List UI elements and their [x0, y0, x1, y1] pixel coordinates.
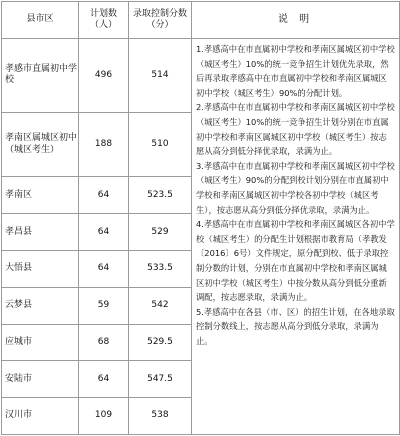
note-3: 3.孝感高中在市直属初中学校和孝南区属城区初中学校（城区考生）90%的分配到校计划分别在市直属初中学校和孝南区属城区初中学校各初中学校（城区考生），按志愿从高分到低分择优录取，录满为止。: [196, 160, 395, 215]
header-plan-line2: （人）: [89, 20, 117, 30]
admission-table-wrapper: [1, 1, 399, 435]
score-cell: 547.5: [129, 361, 192, 398]
score-cell: 533.5: [129, 251, 192, 288]
county-cell: 大悟县: [2, 251, 79, 288]
plan-cell: 64: [79, 177, 129, 214]
table-row: [2, 39, 400, 113]
county-cell: 孝南区: [2, 177, 79, 214]
plan-cell: 64: [79, 361, 129, 398]
county-cell: 安陆市: [2, 361, 79, 398]
score-cell: 529.5: [129, 324, 192, 361]
explanation-cell: [192, 39, 400, 435]
header-score-line2: （分）: [146, 20, 174, 30]
plan-cell: 64: [79, 214, 129, 251]
county-cell: 孝南区属城区初中（城区考生）: [2, 112, 79, 177]
header-explain: 说 明: [192, 2, 400, 39]
note-5: 5.孝感高中在各县（市、区）的招生计划，在各地录取控制分数线上，按志愿从高分到低分录取，录满为止。: [196, 306, 395, 346]
score-cell: 523.5: [129, 177, 192, 214]
plan-cell: 64: [79, 251, 129, 288]
score-cell: 542: [129, 287, 192, 324]
plan-cell: 188: [79, 112, 129, 177]
county-cell: 云梦县: [2, 287, 79, 324]
header-plan-line1: 计划数: [89, 8, 117, 19]
header-plan: [79, 2, 129, 39]
score-cell: 529: [129, 214, 192, 251]
plan-cell: 496: [79, 39, 129, 113]
plan-cell: 109: [79, 398, 129, 435]
header-county: 县市区: [2, 2, 79, 39]
table-header-row: [2, 2, 400, 39]
plan-cell: 59: [79, 287, 129, 324]
note-2: 2.孝感高中在市直属初中学校和孝南区属城区初中学校（城区考生）10%的统一竞争招生计划分别在市直属初中学校和孝南区属城区初中学校（城区考生）按志愿从高分到低分择优录取，录满为止。: [196, 102, 395, 157]
plan-cell: 68: [79, 324, 129, 361]
county-cell: 汉川市: [2, 398, 79, 435]
county-cell: 应城市: [2, 324, 79, 361]
admission-table: [1, 1, 400, 435]
county-cell: 孝昌县: [2, 214, 79, 251]
header-score-line1: 录取控制分数: [132, 8, 187, 19]
score-cell: 514: [129, 39, 192, 113]
header-score: [129, 2, 192, 39]
score-cell: 538: [129, 398, 192, 435]
county-cell: 孝感市直属初中学校: [2, 39, 79, 113]
score-cell: 510: [129, 112, 192, 177]
note-4: 4.孝感高中在市直属初中学校和孝南区属城区各初中学校（城区考生）的分配生计划根据市教育局（孝教发〔2016〕6号）文件规定，原分配到校、低于录取控制分数的计划，分别在市直属初中学校和孝南区属城区初中学校（城区考生）中按分数从高分到低分重新调配，按志愿录取，录满为止。: [196, 219, 395, 303]
note-1: 1.孝感高中在市直属初中学校和孝南区属城区初中学校（城区考生）10%的统一竞争招生计划优先录取，然后再录取孝感高中在市直属初中学校和孝南区属城区初中学校（城区考生）90%的分配计划。: [196, 44, 395, 98]
